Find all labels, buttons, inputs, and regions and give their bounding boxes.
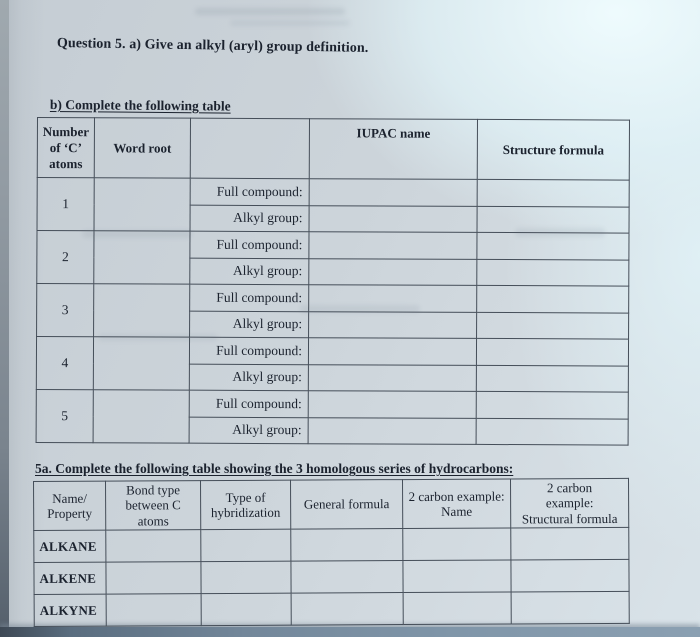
structure-answer-cell	[476, 338, 628, 365]
iupac-answer-cell	[309, 232, 477, 259]
answer-cell	[201, 529, 291, 561]
structure-answer-cell	[477, 312, 629, 339]
row-label-alkyl-group: Alkyl group:	[190, 205, 309, 232]
question-5-title: Question 5. a) Give an alkyl (aryl) group definition.	[56, 36, 369, 56]
word-root-answer-cell	[93, 337, 189, 390]
series-name-alkane: ALKANE	[34, 530, 106, 562]
structure-answer-cell	[476, 365, 628, 392]
alkyl-naming-table-wrap	[36, 117, 630, 446]
row-label-alkyl-group: Alkyl group:	[190, 258, 309, 285]
iupac-answer-cell	[309, 258, 477, 285]
structure-answer-cell	[477, 259, 629, 286]
row-label-alkyl-group: Alkyl group:	[189, 364, 308, 391]
part-5a-heading: 5a. Complete the following table showing the 3 homologous series of hydrocarbons:	[35, 461, 514, 476]
col-header-number-of-c-atoms: Number of ‘C’ atoms	[37, 118, 94, 178]
answer-cell	[106, 530, 201, 562]
col-header-word-root: Word root	[94, 118, 190, 178]
carbon-count-cell: 1	[37, 178, 94, 231]
col-header-hybridization: Type of hybridization	[201, 480, 291, 529]
answer-cell	[291, 561, 403, 594]
row-label-full-compound: Full compound:	[189, 337, 308, 364]
structure-answer-cell	[477, 285, 629, 312]
col-header-2carbon-name: 2 carbon example: Name	[402, 479, 510, 529]
col-header-structure-formula: Structure formula	[477, 119, 629, 180]
col-header-name-property: Name/ Property	[34, 481, 106, 530]
carbon-count-cell: 2	[37, 231, 94, 284]
col-header-blank	[190, 118, 309, 179]
iupac-answer-cell	[309, 285, 477, 312]
word-root-answer-cell	[94, 231, 190, 284]
row-label-alkyl-group: Alkyl group:	[190, 311, 309, 338]
iupac-answer-cell	[309, 179, 477, 206]
iupac-answer-cell	[308, 417, 476, 444]
answer-cell	[511, 559, 629, 592]
answer-cell	[291, 529, 403, 562]
series-name-alkyne: ALKYNE	[34, 594, 106, 626]
part-b-heading: b) Complete the following table	[49, 97, 231, 114]
row-label-alkyl-group: Alkyl group:	[189, 417, 308, 444]
series-name-alkene: ALKENE	[34, 562, 106, 594]
structure-answer-cell	[476, 391, 628, 418]
row-label-full-compound: Full compound:	[189, 390, 308, 417]
answer-cell	[106, 562, 201, 594]
alkyl-naming-table	[36, 117, 630, 446]
answer-cell	[201, 561, 291, 593]
row-label-full-compound: Full compound:	[190, 284, 309, 311]
word-root-answer-cell	[94, 178, 190, 231]
carbon-count-cell: 5	[36, 389, 93, 442]
answer-cell	[511, 591, 629, 624]
ink-bleedthrough	[230, 20, 350, 26]
iupac-answer-cell	[308, 338, 476, 365]
answer-cell	[201, 593, 291, 625]
answer-cell	[403, 592, 511, 625]
col-header-2carbon-structural-formula: 2 carbon example: Structural formula	[510, 478, 628, 528]
word-root-answer-cell	[94, 284, 190, 337]
structure-answer-cell	[477, 206, 629, 233]
homologous-series-table-wrap	[33, 478, 630, 627]
col-header-iupac-name: IUPAC name	[309, 119, 477, 180]
row-label-full-compound: Full compound:	[190, 231, 309, 258]
col-header-bond-type: Bond type between C atoms	[106, 481, 201, 530]
answer-cell	[403, 528, 511, 561]
answer-cell	[291, 593, 403, 626]
photo-bottom-edge	[0, 627, 700, 637]
iupac-answer-cell	[308, 364, 476, 391]
iupac-answer-cell	[309, 205, 477, 232]
ink-bleedthrough	[195, 8, 345, 15]
homologous-series-table	[33, 478, 630, 627]
answer-cell	[106, 594, 201, 626]
iupac-answer-cell	[309, 311, 477, 338]
word-root-answer-cell	[93, 390, 189, 443]
answer-cell	[403, 560, 511, 593]
structure-answer-cell	[477, 179, 629, 206]
answer-cell	[511, 527, 629, 560]
photo-left-edge	[0, 0, 9, 637]
carbon-count-cell: 4	[36, 337, 93, 390]
carbon-count-cell: 3	[37, 284, 94, 337]
structure-answer-cell	[477, 232, 629, 259]
col-header-general-formula: General formula	[290, 480, 402, 530]
row-label-full-compound: Full compound:	[190, 178, 309, 205]
iupac-answer-cell	[308, 391, 476, 418]
structure-answer-cell	[476, 418, 628, 445]
